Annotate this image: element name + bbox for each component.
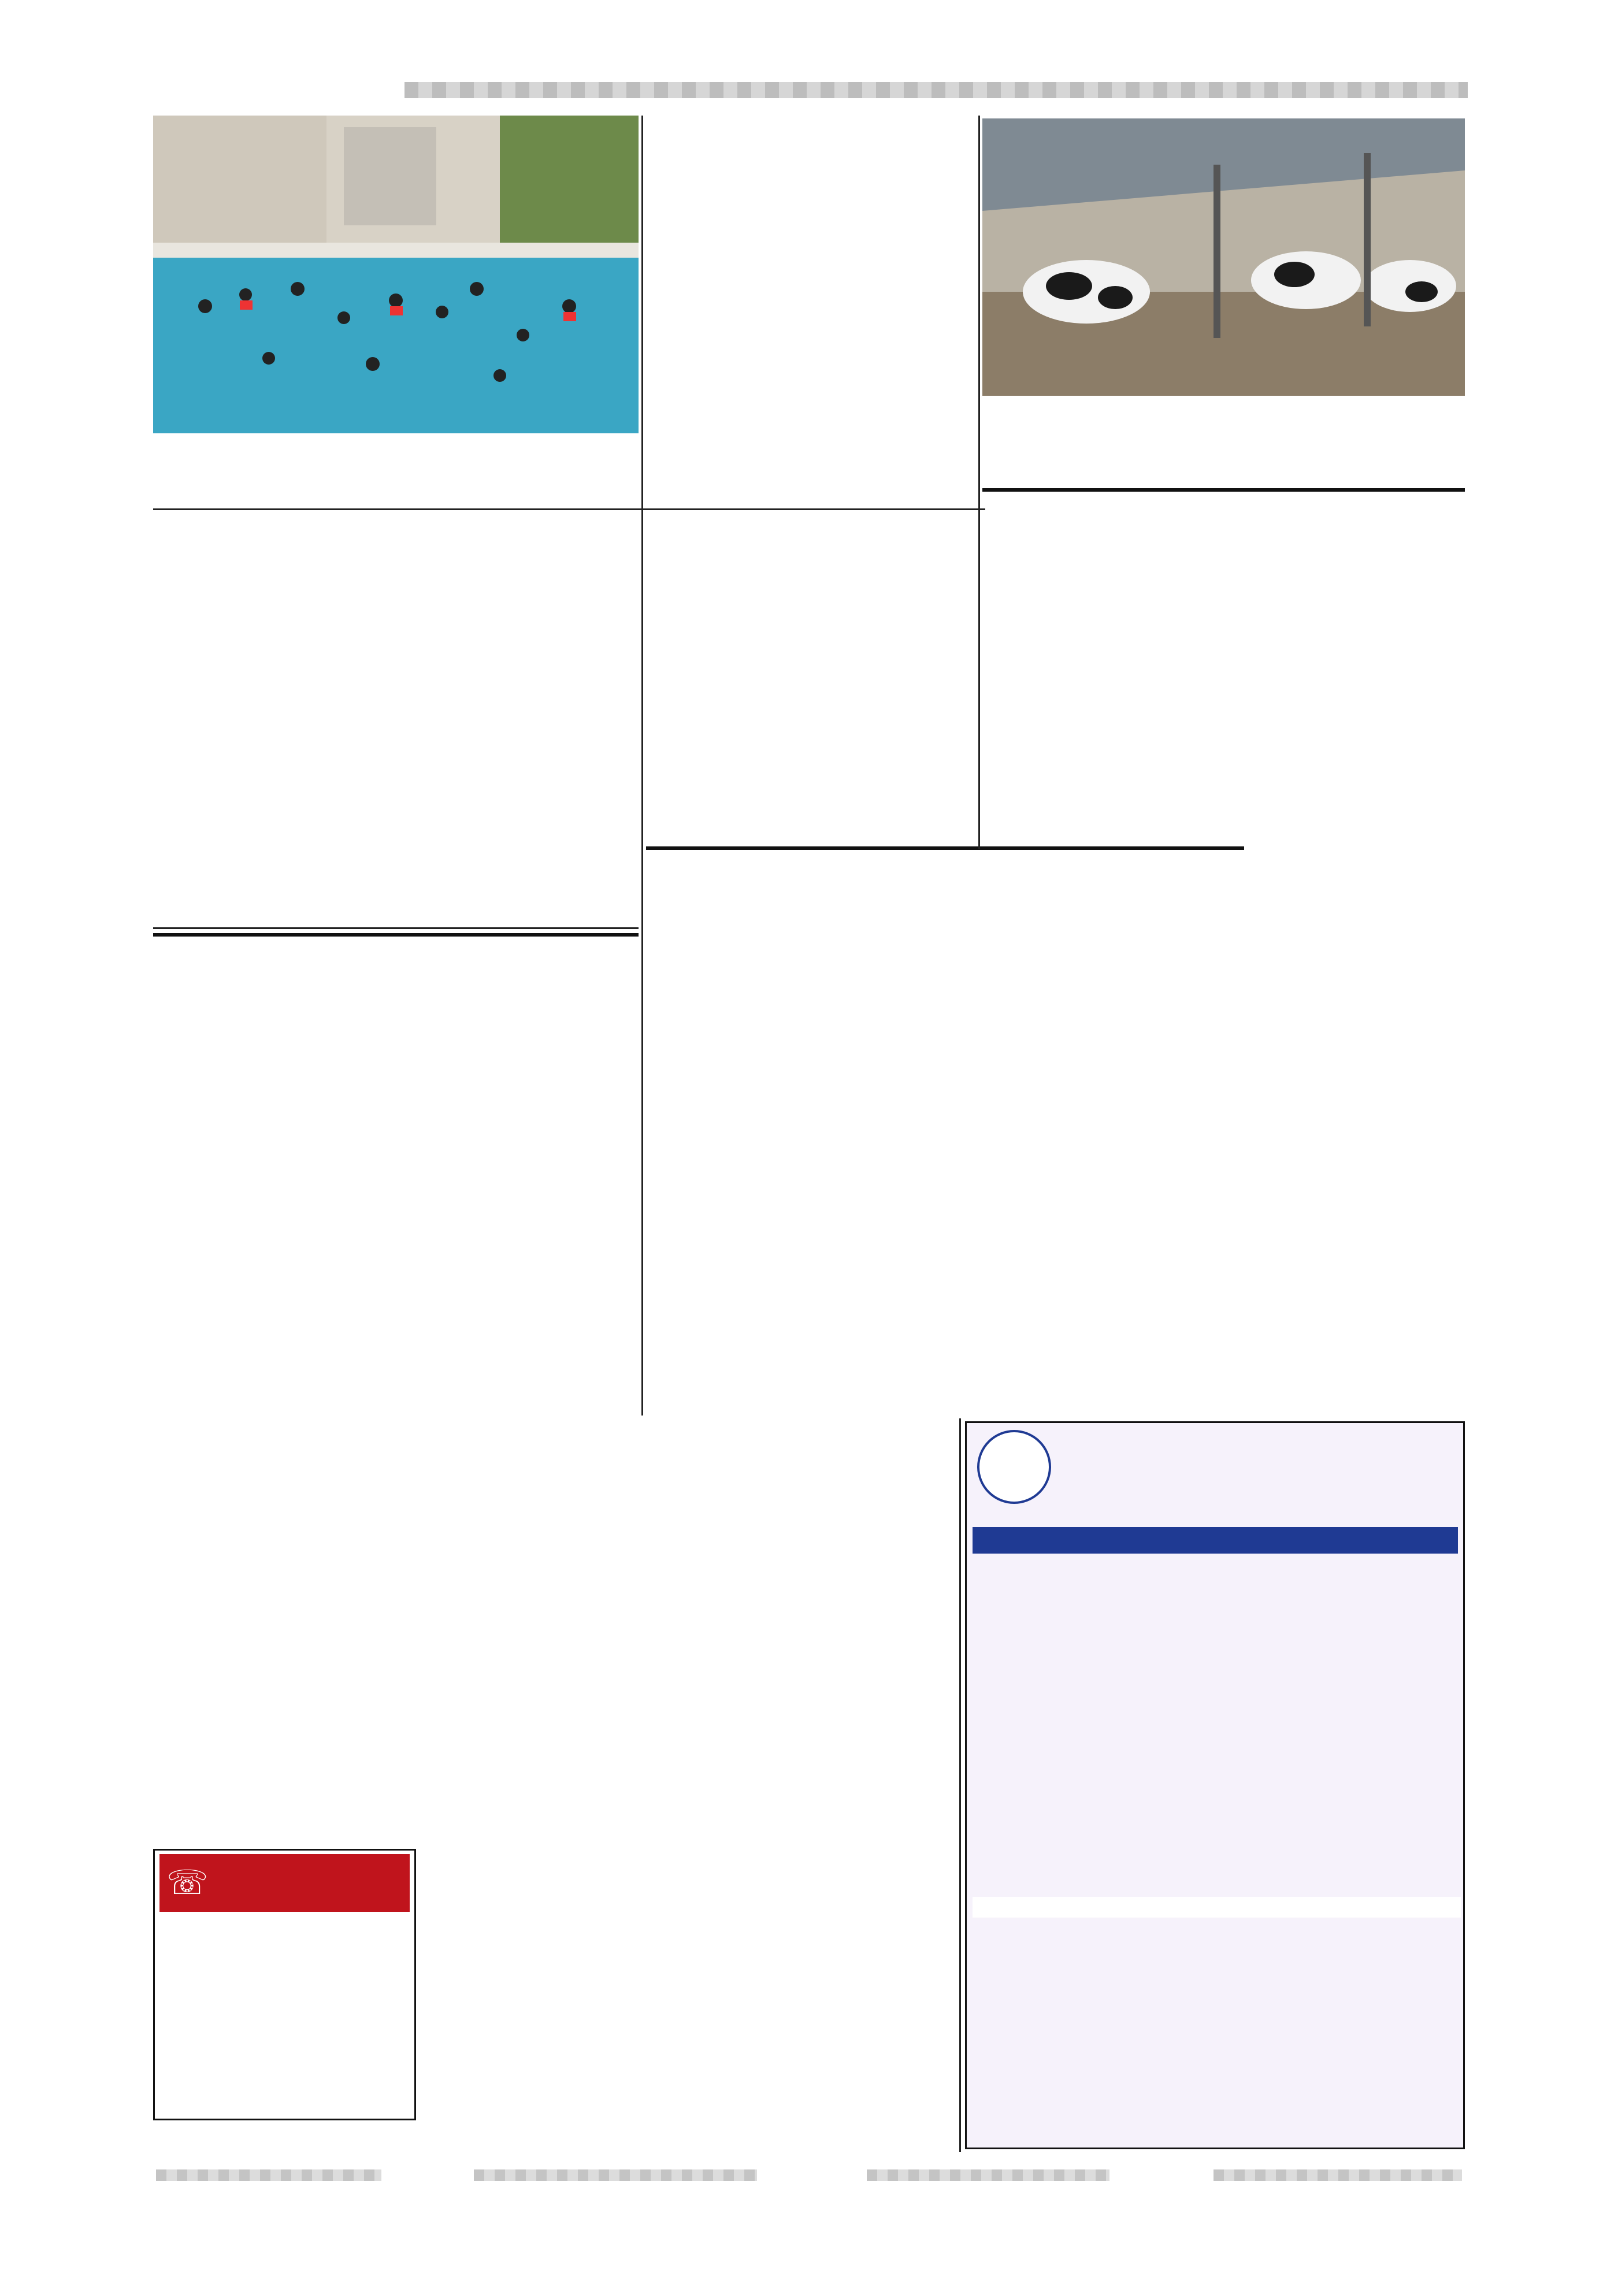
column-rule (978, 116, 980, 849)
column-rule (153, 508, 985, 510)
phone-icon: ☏ (166, 1863, 209, 1902)
liquor-story (1251, 849, 1465, 1005)
rto-story (646, 846, 1244, 1083)
header-bar (404, 82, 1468, 98)
footer-bar (156, 2169, 381, 2181)
column-rule (153, 927, 639, 929)
column-rule (959, 1418, 961, 2152)
liquor-body (1251, 905, 1465, 1002)
toppers-row-1 (973, 1923, 1461, 2038)
school-advertisement (965, 1421, 1465, 2149)
noise-body-2 (153, 1001, 309, 1131)
cattle-photo (982, 118, 1465, 396)
officials-row (973, 2082, 1461, 2116)
road-body-2 (153, 582, 639, 679)
noise-body (153, 937, 639, 1001)
footer-bar (867, 2169, 1109, 2181)
footer-bar (474, 2169, 757, 2181)
census-body-2 (315, 1467, 956, 1904)
bus-sub (646, 570, 975, 621)
ipl-body-2 (982, 546, 1465, 598)
road-story (153, 517, 639, 922)
cattle-caption (982, 399, 1465, 463)
census-body (315, 1418, 956, 1467)
column-rule (641, 116, 643, 1416)
campus-address (973, 2119, 1461, 2146)
result-label (973, 1901, 976, 1913)
slogan-box (1198, 1755, 1458, 1877)
footer-bar (1214, 2169, 1462, 2181)
pool-caption (153, 436, 639, 506)
rto-body (646, 850, 958, 915)
pool-photo (153, 116, 639, 433)
bus-body (646, 456, 975, 570)
iti-story (646, 118, 975, 454)
road-body (153, 517, 639, 582)
ipl-kicker (982, 488, 1465, 492)
iti-body (646, 118, 975, 167)
result-bar (973, 1897, 1461, 1918)
rto-story-continued (646, 1086, 958, 1387)
school-logo (977, 1430, 1051, 1504)
iit-doctor-row (973, 1599, 1461, 1744)
noise-story (153, 933, 639, 1453)
cattle-credit (1260, 463, 1465, 481)
ipl-body (982, 497, 1465, 546)
liquor-headline (1251, 849, 1465, 905)
bus-body-2 (646, 621, 975, 701)
iti-body-2 (646, 167, 975, 283)
doctor-row (973, 1747, 1192, 1891)
promo-body (155, 1915, 414, 1996)
rto-sub (646, 1086, 958, 1135)
promo-cta (159, 1854, 410, 1912)
promo-box (153, 1849, 416, 2120)
rto-body-2 (646, 1135, 958, 1313)
admissions-banner (973, 1527, 1458, 1554)
ipl-story (982, 488, 1465, 835)
